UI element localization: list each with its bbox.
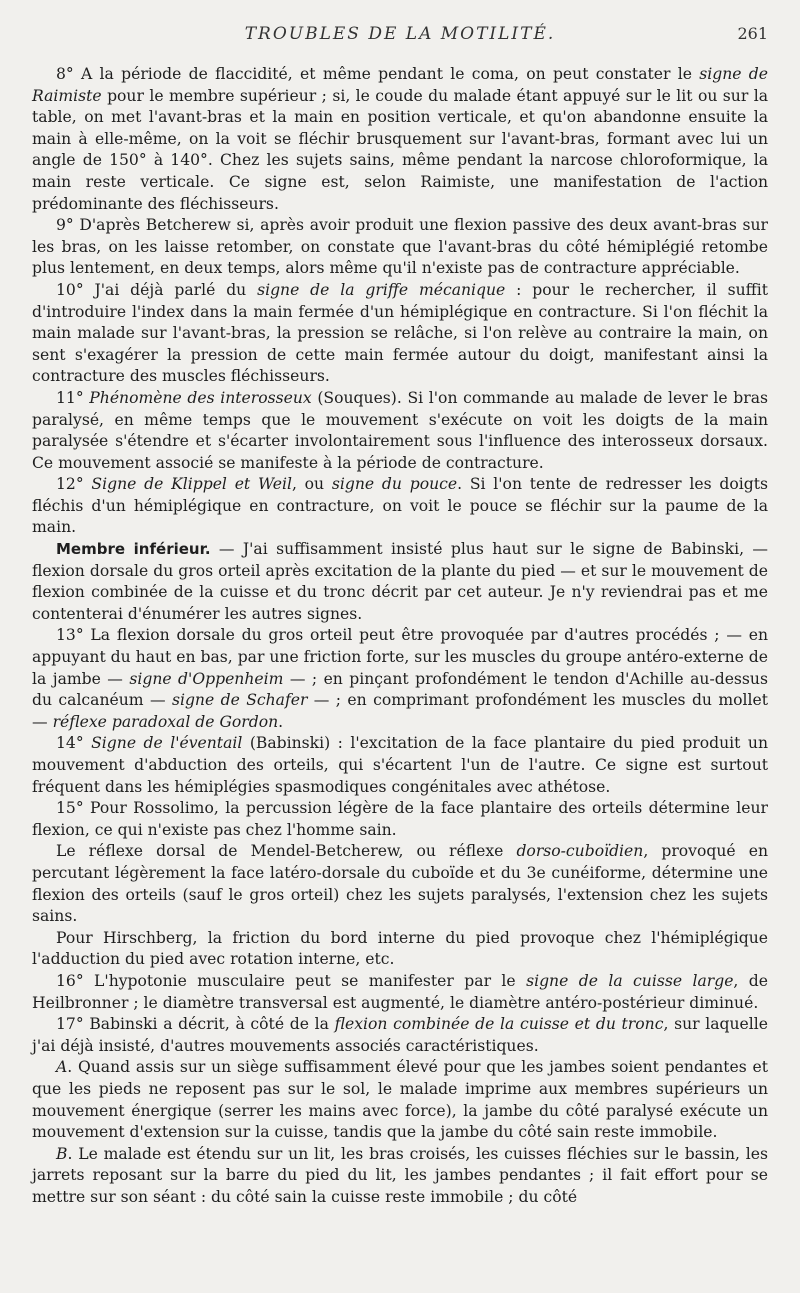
paragraph-text: 10° J'ai déjà parlé du xyxy=(56,280,258,299)
paragraph-text: Pour Hirschberg, la friction du bord interne du pied provoque chez l'hémiplégique l'adduction du pied avec rotation interne, etc. xyxy=(32,928,768,969)
paragraph-text: 15° Pour Rossolimo, la percussion légère de la face plantaire des orteils détermine leur flexion, ce qui n'existe pas chez l'homme sain. xyxy=(32,799,768,839)
paragraph-text: — J'ai suffisamment insisté plus haut sur le signe de Babinski, — flexion dorsale du gros orteil après excitation de la plante du pied — et sur le mouvement de flexion combinée de la cuisse et du tronc décrit par cet auteur. Je n'y reviendrai pas et me contenterai d'énumérer les autres signes. xyxy=(32,540,768,623)
italic-term: signe de la cuisse large xyxy=(526,971,734,990)
paragraph xyxy=(32,388,768,474)
paragraph-text: . Si l'on tente de redresser les doigts fléchis d'un hémiplégique en contracture, on voit le pouce se fléchir sur la paume de la main. xyxy=(32,475,768,537)
paragraph xyxy=(32,474,768,539)
paragraph xyxy=(32,625,768,733)
italic-term: signe du pouce xyxy=(331,475,458,494)
paragraph xyxy=(32,928,768,971)
paragraph-text: , de Heilbronner ; le diamètre transversal est augmenté, le diamètre antéro-postérieur diminué. xyxy=(32,971,769,1012)
paragraph-text: 13° La flexion dorsale du gros orteil peut être provoquée par d'autres procédés ; — en appuyant du haut en bas, par une friction forte, sur les muscles du groupe antéro-externe de la jambe — xyxy=(32,626,769,688)
paragraph xyxy=(32,841,768,927)
paragraph-text: 16° L'hypotonie musculaire peut se manifester par le xyxy=(56,971,527,990)
paragraph-text: 9° D'après Betcherew si, après avoir produit une flexion passive des deux avant-bras sur les bras, on les laisse retomber, on constate que l'avant-bras du côté hémiplégié retombe plus lentement, en deux temps, alors même qu'il n'existe pas de contracture appréciable. xyxy=(32,216,768,278)
paragraph-text: , sur laquelle j'ai déjà insisté, d'autres mouvements associés caractéristiques. xyxy=(32,1015,768,1055)
paragraph xyxy=(32,539,768,625)
paragraph-text: 17° Babinski a décrit, à côté de la xyxy=(56,1015,335,1034)
paragraph-text: . Quand assis sur un siège suffisamment élevé pour que les jambes soient pendantes et que les pieds ne reposent pas sur le sol, le malade imprime aux membres supérieurs un mouvement énergique (serrer les mains avec force), la jambe du côté paralysé exécute un mouvement d'extension sur la cuisse, tandis que la jambe du côté sain reste immobile. xyxy=(32,1058,768,1142)
running-title: TROUBLES DE LA MOTILITÉ. xyxy=(244,24,556,44)
paragraph xyxy=(32,215,768,280)
italic-term: A xyxy=(56,1058,68,1077)
italic-term: signe de la griffe mécanique xyxy=(257,280,506,299)
paragraph-text: — ; en pinçant profondément le tendon d'Achille au-dessus du calcanéum — xyxy=(32,669,768,710)
paragraph-text: 14° xyxy=(56,734,92,753)
italic-term: B xyxy=(56,1144,68,1163)
paragraph xyxy=(32,1014,768,1057)
italic-term: réflexe paradoxal de Gordon xyxy=(52,712,279,731)
paragraph xyxy=(32,733,768,798)
paragraph-text: 12° xyxy=(56,475,92,494)
page-number: 261 xyxy=(737,24,768,43)
paragraph-text: (Souques). Si l'on commande au malade de lever le bras paralysé, en même temps que le mouvement s'exécute on voit les doigts de la main paralysée s'étendre et s'écarter involontairement sous l'influence des interosseux dorsaux. Ce mouvement associé se manifeste à la période de contracture. xyxy=(32,388,768,472)
paragraph-text: : pour le rechercher, il suffit d'introduire l'index dans la main fermée d'un hémiplégique en contracture. Si l'on fléchit la main malade sur l'avant-bras, la pression se relâche, si l'on relève au contraire la main, on sent s'exagérer la pression de cette main fermée autour du doigt, manifestant ainsi la contracture des muscles fléchisseurs. xyxy=(32,280,768,386)
document-body xyxy=(32,64,768,1208)
paragraph-text: pour le membre supérieur ; si, le coude du malade étant appuyé sur le lit ou sur la table, on met l'avant-bras et la main en position verticale, et qu'on abandonne ensuite la main à elle-même, on la voit se fléchir brusquement sur l'avant-bras, formant avec lui un angle de 150° à 140°. Chez les sujets sains, même pendant la narcose chloroformique, la main reste verticale. Ce signe est, selon Raimiste, une manifestation de l'action prédominante des fléchisseurs. xyxy=(32,86,768,213)
paragraph-text: 11° xyxy=(56,388,90,407)
paragraph-text: — ; en comprimant profondément les muscles du mollet — xyxy=(32,691,769,731)
paragraph xyxy=(32,1057,768,1143)
italic-term: signe de Schafer xyxy=(171,691,308,710)
paragraph-text: 8° A la période de flaccidité, et même pendant le coma, on peut constater le xyxy=(56,65,700,83)
paragraph-text: Le réflexe dorsal de Mendel-Betcherew, ou réflexe xyxy=(56,842,517,861)
paragraph xyxy=(32,280,768,388)
paragraph-text: (Babinski) : l'excitation de la face plantaire du pied produit un mouvement d'abduction des orteils, qui s'écartent l'un de l'autre. Ce signe est surtout fréquent dans les hémiplégies spasmodiques congénitales avec athétose. xyxy=(32,734,768,796)
italic-term: Signe de Klippel et Weil xyxy=(91,475,292,494)
italic-term: flexion combinée de la cuisse et du tronc xyxy=(334,1015,664,1034)
paragraph-text: . xyxy=(278,712,284,731)
italic-term: signe d'Oppenheim xyxy=(129,669,284,688)
paragraph-text: , provoqué en percutant légèrement la face latéro-dorsale du cuboïde et du 3e cunéiforme, détermine une flexion des orteils (sauf le gros orteil) chez les sujets paralysés, l'extension chez les sujets sains. xyxy=(32,842,768,926)
italic-term: Phénomène des interosseux xyxy=(89,388,312,407)
italic-term: Signe de l'éventail xyxy=(91,734,243,753)
paragraph xyxy=(32,798,768,841)
paragraph xyxy=(32,1144,768,1209)
paragraph-text: , ou xyxy=(291,475,332,494)
paragraph xyxy=(32,64,768,215)
paragraph xyxy=(32,971,768,1014)
italic-term: dorso-cuboïdien xyxy=(516,842,644,861)
paragraph-text: . Le malade est étendu sur un lit, les bras croisés, les cuisses fléchies sur le bassin, les jarrets reposant sur la barre du pied du lit, les jambes pendantes ; il fait effort pour se mettre sur son séant : du côté sain la cuisse reste immobile ; du côté xyxy=(32,1144,768,1206)
italic-term: signe de Raimiste xyxy=(32,65,768,105)
running-header xyxy=(32,24,768,54)
section-heading: Membre inférieur. xyxy=(56,540,211,559)
